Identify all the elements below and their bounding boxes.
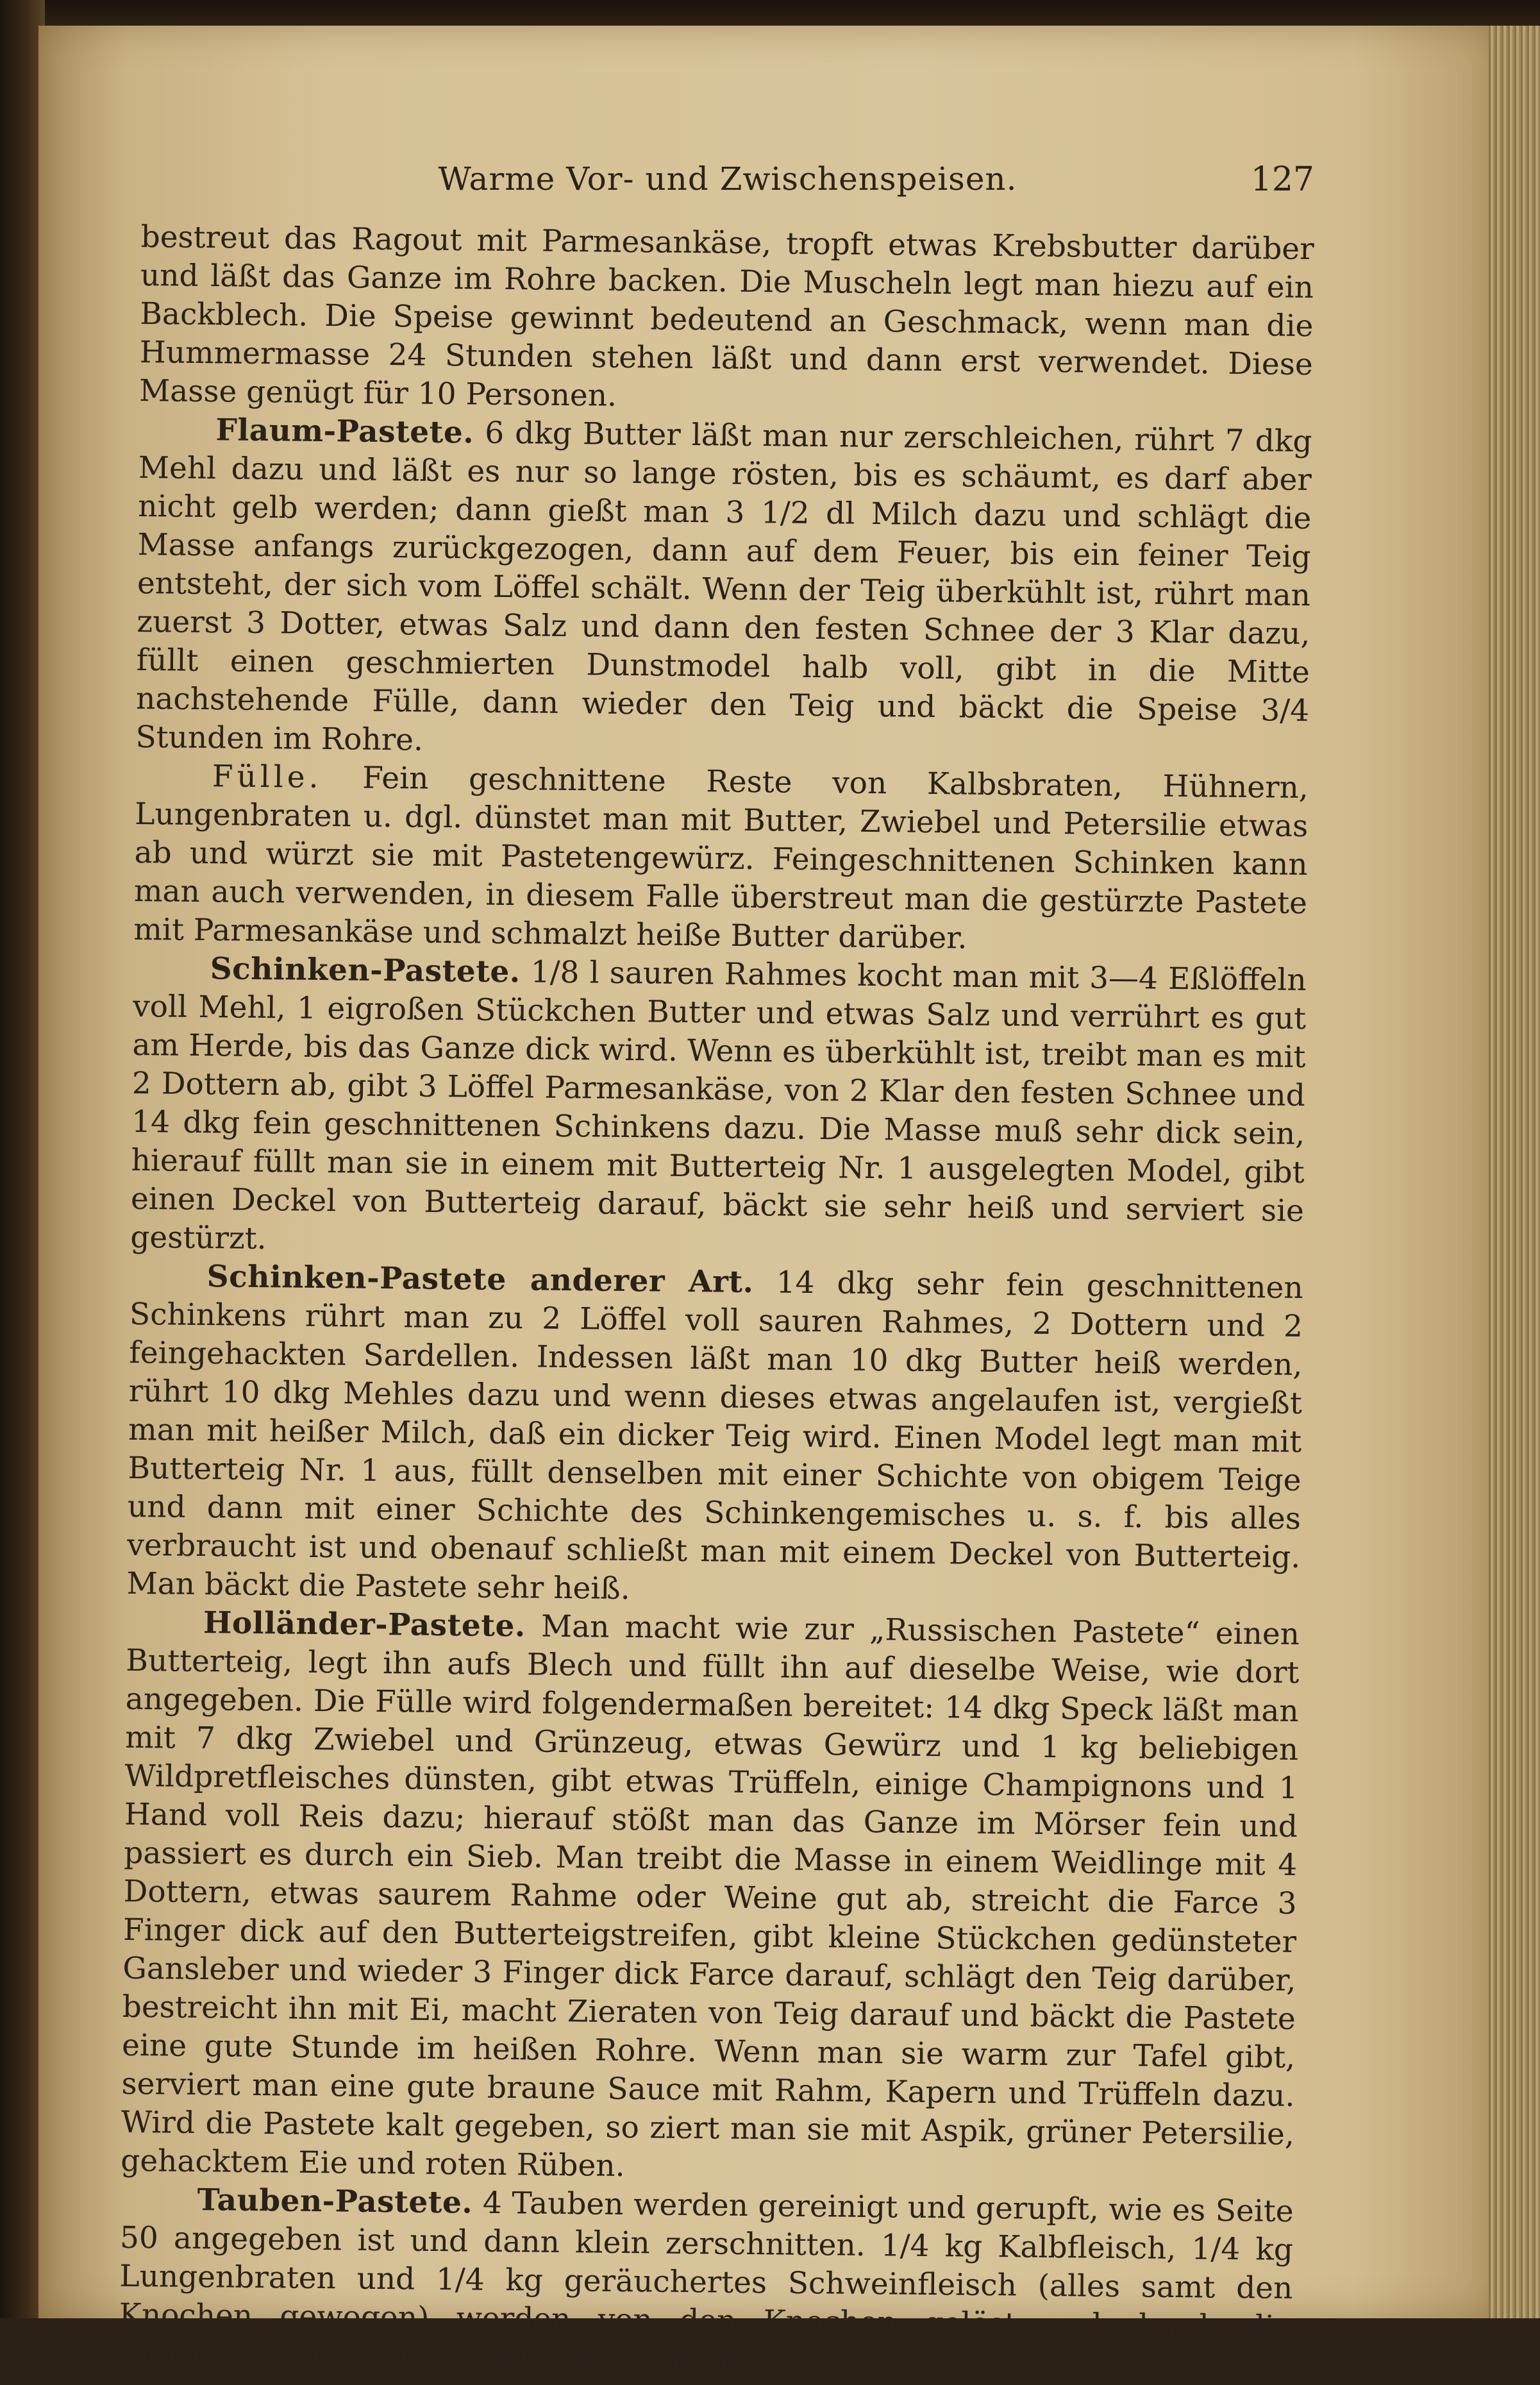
running-head: Warme Vor- und Zwischenspeisen. bbox=[438, 160, 1017, 198]
recipe-title: Schinken-Pastete. bbox=[210, 951, 521, 990]
recipe-hollaender-pastete bbox=[121, 1603, 1300, 2193]
page-header bbox=[141, 160, 1314, 205]
recipe-title: Flaum-Pastete. bbox=[215, 412, 474, 451]
recipe-fuelle bbox=[133, 757, 1309, 961]
recipe-text: Fein geschnittene Reste von Kalbsbraten, Hühnern, Lungenbraten u. dgl. dünstet man mit Butter, Zwiebel und Petersilie etwas ab und würzt sie mit Pastetengewürz. Feingeschnittenen Schinken kann man auch verwenden, in diesem Falle überstreut man die gestürzte Pastete mit Parmesankäse und schmalzt heiße Butter darüber. bbox=[133, 760, 1309, 956]
page-edge bbox=[1489, 26, 1540, 2318]
recipe-text: Man macht wie zur „Russischen Pastete“ einen Butterteig, legt ihn aufs Blech und füllt ihn auf dieselbe Weise, wie dort angegeben. Die Fülle wird folgendermaßen bereitet: 14 dkg Speck läßt man mit 7 dkg Zwiebel und Grünzeug, etwas Gewürz und 1 kg beliebigen Wildpretfleisches dünsten, gibt etwas Trüffeln, einige Champignons und 1 Hand voll Reis dazu; hierauf stößt man das Ganze im Mörser fein und passiert es durch ein Sieb. Man treibt die Masse in einem Weidlinge mit 4 Dottern, etwas saurem Rahme oder Weine gut ab, streicht die Farce 3 Finger dick auf den Butterteigstreifen, gibt kleine Stückchen gedünsteter Gansleber und wieder 3 Finger dick Farce darauf, schlägt den Teig darüber, bestreicht ihn mit Ei, macht Zieraten von Teig darauf und bäckt die Pastete eine gute Stunde im heißen Rohre. Wenn man sie warm zur Tafel gibt, serviert man eine gute braune Sauce mit Rahm, Kapern und Trüffeln dazu. Wird die Pastete kalt gegeben, so ziert man sie mit Aspik, grüner Petersilie, gehacktem Eie und roten Rüben. bbox=[120, 1608, 1300, 2184]
recipe-title: Schinken-Pastete anderer Art. bbox=[206, 1259, 754, 1301]
recipe-text: 14 dkg sehr fein geschnittenen Schinkens rührt man zu 2 Löffel voll sauren Rahmes, 2 Dottern und 2 feingehackten Sardellen. Indessen läßt man 10 dkg Butter heiß werden, rührt 10 dkg Mehles dazu und wenn dieses etwas angelaufen ist, vergießt man mit heißer Milch, daß ein dicker Teig wird. Einen Model legt man mit Butterteig Nr. 1 aus, füllt denselben mit einer Schichte von obigem Teige und dann mit einer Schichte des Schinkengemisches u. s. f. bis alles verbraucht ist und obenauf schließt man mit einem Deckel von Butterteig. Man bäckt die Pastete sehr heiß. bbox=[126, 1265, 1303, 1607]
recipe-title: Tauben-Pastete. bbox=[197, 2182, 473, 2221]
recipe-flaum-pastete bbox=[135, 410, 1312, 769]
recipe-schinken-pastete-anderer-art bbox=[126, 1257, 1303, 1615]
recipe-title: Fülle. bbox=[212, 759, 322, 796]
paragraph-continuation: bestreut das Ragout mit Parmesankäse, tropft etwas Krebsbutter darüber und läßt das Ganze im Rohre backen. Die Muscheln legt man hiezu auf ein Backblech. Die Speise gewinnt bedeutend an Geschmack, wenn man die Hummermasse 24 Stunden stehen läßt und dann erst verwendet. Diese Masse genügt für 10 Personen. bbox=[138, 219, 1314, 414]
recipe-text: 1/8 l sauren Rahmes kocht man mit 3—4 Eßlöffeln voll Mehl, 1 eigroßen Stückchen Butter und etwas Salz und verrührt es gut am Herde, bis das Ganze dick wird. Wenn es überkühlt ist, treibt man es mit 2 Dottern ab, gibt 3 Löffel Parmesankäse, von 2 Klar den festen Schnee und 14 dkg fein geschnittenen Schinkens dazu. Die Masse muß sehr dick sein, hierauf füllt man sie in einem mit Butterteig Nr. 1 ausgelegten Model, gibt einen Deckel von Butterteig darauf, bäckt sie sehr heiß und serviert sie gestürzt. bbox=[130, 954, 1307, 1257]
page-number: 127 bbox=[1250, 160, 1314, 199]
recipe-text: 4 Tauben werden gereinigt und gerupft, wie es Seite 50 angegeben ist und dann klein zerschnitten. 1/4 kg Kalbfleisch, 1/4 kg Lungenbraten und 1/4 kg geräuchertes Schweinfleisch (alles samt den Knochen gewogen) werden von den Knochen gelöst und durch die Fleischhackmaschine getrieben. Man dünstet bbox=[118, 2185, 1294, 2379]
body-text bbox=[119, 218, 1314, 2385]
recipe-title: Holländer-Pastete. bbox=[203, 1605, 526, 1644]
recipe-tauben-pastete bbox=[119, 2180, 1294, 2385]
recipe-schinken-pastete bbox=[130, 949, 1307, 1269]
recipe-text: 6 dkg Butter läßt man nur zerschleichen, rührt 7 dkg Mehl dazu und läßt es nur so lange rösten, bis es schäumt, es darf aber nicht gelb werden; dann gießt man 3 1/2 dl Milch dazu und schlägt die Masse anfangs zurückgezogen, dann auf dem Feuer, bis ein feiner Teig entsteht, der sich vom Löffel schält. Wenn der Teig überkühlt ist, rührt man zuerst 3 Dotter, etwas Salz und dann den festen Schnee der 3 Klar dazu, füllt einen geschmierten Dunstmodel halb voll, gibt in die Mitte nachstehende Fülle, dann wieder den Teig und bäckt die Speise 3/4 Stunden im Rohre. bbox=[135, 415, 1312, 758]
